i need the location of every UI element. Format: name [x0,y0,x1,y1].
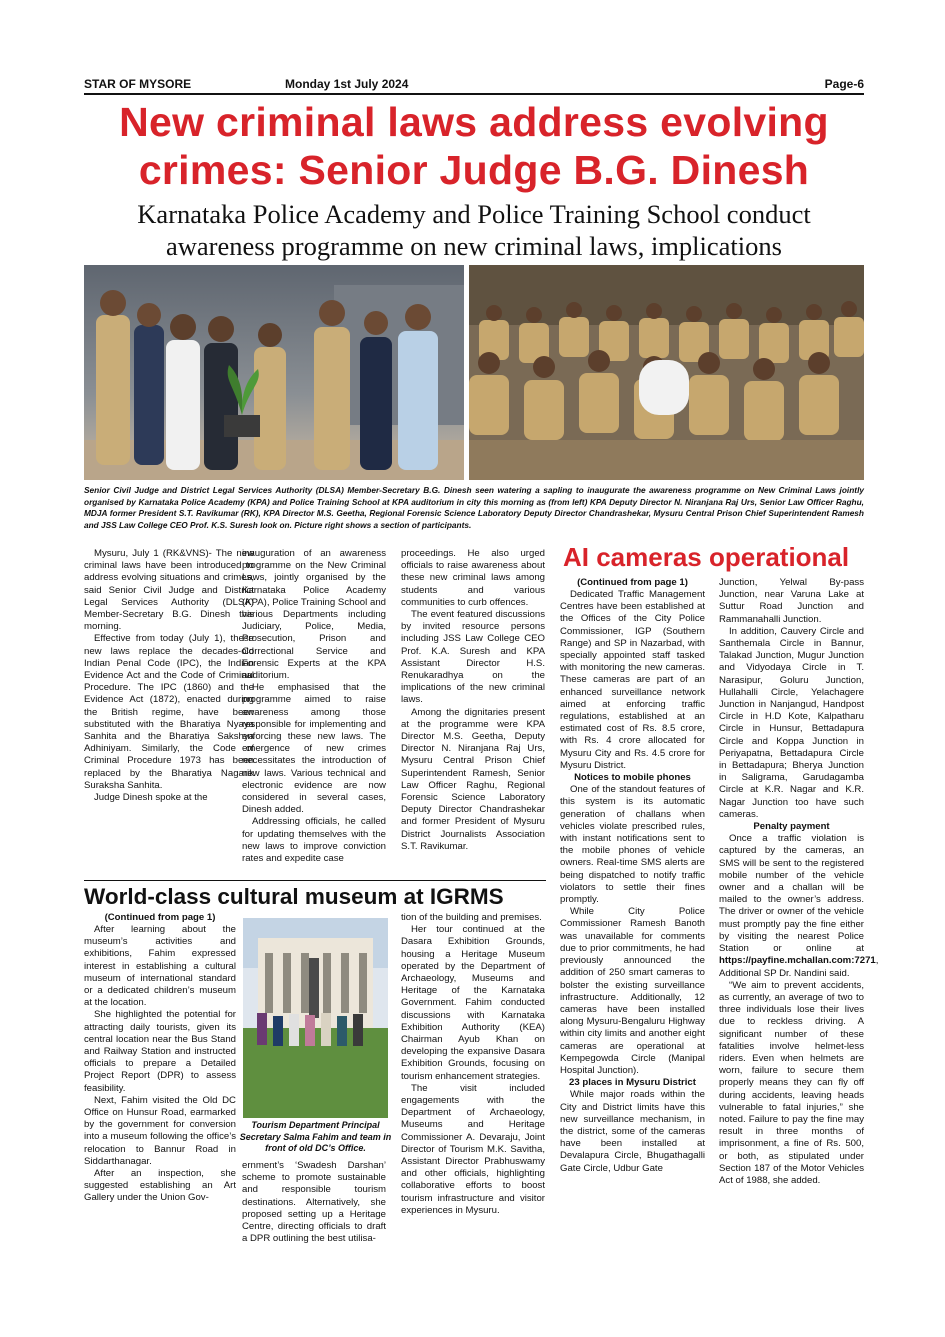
photo-old-dc-office [243,918,388,1118]
museum-story-paragraph: tion of the building and premises. [401,912,542,923]
museum-story-paragraph: ernment’s ‘Swadesh Darshan’ scheme to promote sustainable and responsible tourism destinations. Alternatively, she proposed setting up a Heritage Centre, directing officials to draft a DPR outlining the best utilisa- [242,1160,386,1245]
subheadline-line-1: Karnataka Police Academy and Police Training School conduct [137,199,811,229]
main-story-paragraph: inauguration of an awareness programme on the New Criminal Laws, jointly organised by the Karnataka Police Academy (KPA), Police Training School and various Departments including Judiciary, Police, Media, Prosecution, Prison and Correctional Service and Forensic Experts at the KPA auditorium. [242,548,386,682]
main-story-paragraph: Among the dignitaries present at the programme were KPA Director M.S. Geetha, Deputy Director N. Niranjana Raj Urs, Mysuru Central Prison Chief Superintendent Ramesh, Senior Law Officer Raghu, Regional Forensic Science Laboratory Deputy Director Chandrashekar and former President of Mysuru District Journalists Association S.T. Ravikumar. [401,706,545,852]
museum-story-paragraph: After an inspection, she suggested establishing an Art Gallery under the Union Gov- [84,1168,236,1204]
museum-story-paragraph: She highlighted the potential for attracting daily tourists, given its central location near the Bus Stand and Railway Station and instructed officials to prepare a Detailed Project Report (DPR) to assess feasibility. [84,1009,236,1094]
issue-date: Monday 1st July 2024 [285,77,409,91]
ai-story-paragraph: One of the standout features of this system is its automatic generation of challans when vehicles violate prescribed rules, with instant notifications sent to the mobile phones of vehicle owners. Real-time SMS alerts are being dispatched to notify traffic violators to settle their fines promptly. [560,784,705,906]
ai-story-paragraph: “We aim to prevent accidents, as currently, an average of two to three individuals lose their lives due to reckless driving. A significant number of these fatalities involve helmet-less riders. Even when helmets are worn, failure to secure them properly means they can fly off during accidents, leaving heads vulnerable to fatal injuries,” she noted. Failure to pay the fine may result in three months of imprisonment, a fine of Rs. 500, or both, as stipulated under Section 187 of the Motor Vehicles Act of 1988, she added. [719,979,864,1186]
photo-participants-image [469,265,864,480]
museum-story-paragraph: Her tour continued at the Dasara Exhibition Grounds, housing a Heritage Museum operated by the Department of Archaeology, Museums and Heritage of the Karnataka Government. Fahim conducted discussions with Karnataka Exhibition Authority (KEA) Chairman Ayub Khan on developing the expansive Dasara Exhibition Grounds, focusing on tourism enhancement strategies. [401,924,545,1082]
sub-headline [80,198,868,262]
ai-story-paragraph: Dedicated Traffic Management Centres have been established at the Offices of the City Police Commissioner, IGP (Southern Range) and SP in Nazarbad, with specially appointed staff tasked with monitoring the new cameras. These cameras are part of an enhanced surveillance network aimed at enforcing traffic regulations, established at an estimated cost of Rs. 8.5 crore, with Rs. 4 crore allocated for Mysuru City and Rs. 4.5 crore for Mysuru District. [560,589,705,771]
photo-inauguration-image [84,265,464,480]
payfine-link[interactable]: https://payfine.mchallan.com:7271 [719,955,876,967]
museum-story-column-1 [84,924,236,1205]
publication-name: STAR OF MYSORE [84,77,192,91]
main-story-paragraph: Mysuru, July 1 (RK&VNS)- The new criminal laws have been introduced to address evolving situations and crimes, said Senior Civil Judge and District Legal Services Authority (DLSA) Member-Secretary B.G. Dinesh this morning. [84,548,254,633]
ai-cameras-headline: AI cameras operational [563,542,850,572]
ai-subheading-places: 23 places in Mysuru District [569,1077,696,1089]
ai-story-paragraph [719,833,879,979]
ai-subheading-penalty: Penalty payment [753,821,830,833]
ai-penalty-text-a: Once a traffic violation is captured by the cameras, an SMS will be sent to the registered mobile number of the vehicle owner and a challan will be mailed to the owner’s address. The driver or owner of the vehicle must promptly pay the fine either by visiting the nearest Police Station or online at [719,833,864,955]
main-story-paragraph: He emphasised that the programme aimed to raise awareness among those responsible for implementing and enforcing these new laws. The emergence of new crimes necessitates the introduction of new laws. Various technical and electronic evidence are now considered in several cases, Dinesh added. [242,682,386,816]
photo-caption: Senior Civil Judge and District Legal Services Authority (DLSA) Member-Secretary B.G. Dinesh seen watering a sapling to inaugurate the awareness programme on New Criminal Laws jointly organised by Karnataka Police Academy (KPA) and Police Training School at KPA auditorium in city this morning as (from left) KPA Deputy Director N. Niranjana Raj Urs, Senior Law Officer Raghu, MDJA former President S.T. Ravikumar (RK), KPA Director M.S. Geetha, Regional Forensic Science Laboratory Deputy Director Chandrashekar, Mysuru Central Prison Chief Superintendent Ramesh and JSS Law College CEO Prof. K.S. Suresh look on. Picture right shows a section of participants. [84,485,864,530]
ai-story-column-1 [560,589,705,1175]
main-story-paragraph: Effective from today (July 1), these new laws replace the decades-old Indian Penal Code (IPC), the Indian Evidence Act and the Code of Criminal Procedure. The IPC (1860) and the Evidence Act (1872), enacted during the British regime, have been substituted with the Bharatiya Nyaya Sanhita and the Bharatiya Sakshya Adhiniyam. Similarly, the Code of Criminal Procedure 1973 has been replaced by the Bharatiya Nagarik Suraksha Sanhita. [84,633,254,791]
main-story-paragraph: The event featured discussions by invited resource persons including JSS Law College CEO Prof. K.A. Suresh and KPA Assistant Director H.S. Renukaradhya on the implications of the new criminal laws. [401,609,545,706]
museum-story-paragraph: Next, Fahim visited the Old DC Office on Hunsur Road, earmarked by the government for conversion into a museum following the office’s relocation to Bannur Road in Siddarthanagar. [84,1094,236,1167]
masthead-rule [84,93,864,95]
photo-inauguration [84,265,464,480]
museum-photo-caption: Tourism Department Principal Secretary Salma Fahim and team in front of old DC’s Office. [239,1120,392,1153]
headline-line-2: crimes: Senior Judge B.G. Dinesh [138,147,810,193]
masthead [84,77,864,93]
ai-story-paragraph: While City Police Commissioner Ramesh Banoth was unavailable for comments due to prior commitments, he had previously announced the addition of 250 smart cameras to bolster the existing surveillance infrastructure. Additionally, 12 cameras have been installed along Mysuru-Bengaluru Highway within city limits and another eight cameras are operational at Kempegowda Circle (Manipal Hospital Junction). [560,906,705,1076]
subheadline-line-2: awareness programme on new criminal laws, implications [166,231,782,261]
museum-story-column-2 [242,1160,386,1245]
ai-story-paragraph: Junction, Yelwal By-pass Junction, near Varuna Lake at Suttur Road Junction and Rammanahalli Junction. [719,577,864,625]
headline-line-1: New criminal laws address evolving [119,99,829,145]
museum-headline: World-class cultural museum at IGRMS [84,884,504,909]
main-headline [80,98,868,194]
photo-old-dc-office-image [243,918,388,1118]
museum-story-paragraph: The visit included engagements with the Department of Archaeology, Museums and Heritage Commissioner A. Devaraju, Joint Director of Tourism M.K. Savitha, Assistant Director Prabhuswamy and other officials, highlighting collaborative efforts to boost tourism infrastructure and visitor experiences in Mysuru. [401,1082,545,1216]
museum-story-column-3 [401,912,545,1217]
ai-subheading-notices: Notices to mobile phones [574,772,691,784]
photo-participants [469,265,864,480]
ai-continued: (Continued from page 1) [577,577,688,588]
main-story-column-2 [242,548,386,865]
ai-penalty-text-b: , Additional SP Dr. Nandini said. [719,955,879,979]
main-story-paragraph: proceedings. He also urged officials to raise awareness about these new criminal laws among students and various communities to curb offences. [401,548,545,608]
museum-continued: (Continued from page 1) [104,912,216,923]
main-story-column-3 [401,548,545,853]
main-story-paragraph: Addressing officials, he called for updating themselves with the new laws to improve conviction rates and expedite case [242,816,386,865]
museum-story-rule [84,880,546,881]
ai-story-paragraph: In addition, Cauvery Circle and Santhemala Circle in Bannur, Talakad Junction, Mugur Junction and Vidyodaya Circle in T. Narasipur, Goluru Junction, Hullahalli Circle, Yelachagere Junction in Nanjangud, Handpost Circle in H.D Kote, Kalpatharu Circle in Hunsur, Bettadapura Circle and Koppa Junction in Periyapatna, Bettadapura Circle in Bettadapura; Bherya Junction in Saligrama, Garudagamba Circle at K.R. Nagar and K.R. Nagar Junction too have such cameras. [719,625,864,820]
ai-story-paragraph: While major roads within the City and District limits have this new surveillance mechanism, in the district, some of the cameras have been installed at Devalapura Circle, Bhugathagalli Gate Circle, Udbur Gate [560,1089,705,1174]
main-story-paragraph: Judge Dinesh spoke at the [94,792,208,804]
museum-story-paragraph: After learning about the museum’s activities and exhibitions, Fahim expressed interest in establishing a cultural museum of international standard or a dedicated children’s museum at the location. [84,924,236,1009]
ai-story-column-2 [719,577,879,1187]
page-number: Page-6 [824,77,864,91]
main-story-column-1 [84,548,254,804]
